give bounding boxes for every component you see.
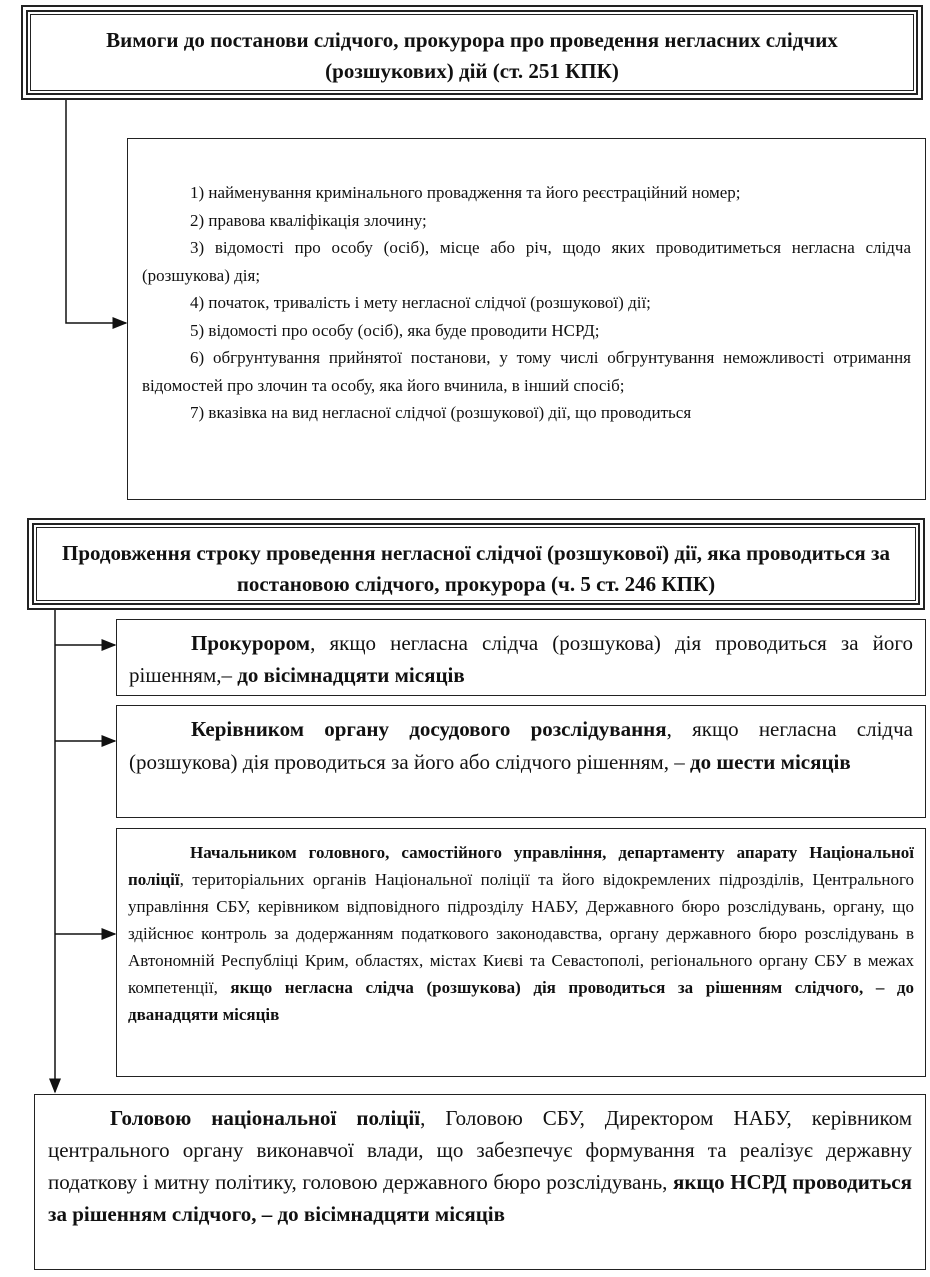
box4-term: якщо НСРД проводиться за рішенням слідчого, – до вісімнадцяти місяців [48,1170,912,1226]
box3-bold: Начальником головного, самостійного управління, департаменту апарату Національної поліції [128,843,914,889]
requirement-item: 5) відомості про особу (осіб), яка буде проводити НСРД; [190,320,600,340]
requirement-item: 1) найменування кримінального провадження та його реєстраційний номер; [190,183,741,202]
box1-text: , якщо негласна слідча (розшукова) дія проводиться за його рішенням,– [129,631,913,687]
extension-title: Продовження строку проведення негласної слідчої (розшукової) дії, яка проводиться за постановою слідчого, прокурора (ч. 5 ст. 246 КПК) [62,541,890,596]
box4-text: , Головою СБУ, Директором НАБУ, керівником центрального органу виконавчої влади, що забезпечує формування та реалізує державну податкову і митну політику, головою державного бюро розслідувань, [48,1106,912,1194]
box2-text: , якщо негласна слідча (розшукова) дія проводиться за його або слідчого рішенням, – [129,717,913,774]
box1-term: до вісімнадцяти місяців [237,663,465,687]
requirements-title: Вимоги до постанови слідчого, прокурора про проведення негласних слідчих (розшукових) дій (ст. 251 КПК) [106,28,838,83]
requirement-item: 4) початок, тривалість і мету негласної слідчої (розшукової) дії; [190,293,651,312]
agency-head-box [34,1094,926,1270]
requirement-item: 3) відомості про особу (осіб), місце або річ, щодо яких проводитиметься негласна слідча (розшукова) дія; [142,238,911,285]
requirements-title-box [21,5,923,100]
box3-term: якщо негласна слідча (розшукова) дія проводиться за рішенням слідчого, – до дванадцяти місяців [128,978,915,1024]
requirement-item: 7) вказівка на вид негласної слідчої (розшукової) дії, що проводиться [190,403,692,422]
prosecutor-box [116,619,926,696]
arrow-to-requirements [66,90,126,323]
box4-bold: Головою національної поліції [110,1106,421,1130]
box2-term: до шести місяців [689,750,851,774]
requirements-list [127,138,926,500]
requirement-item: 6) обгрунтування прийнятої постанови, у тому числі обгрунтування неможливості отримання відомостей про злочин та особу, яка його вчинила, в інший спосіб; [142,348,911,395]
box1-bold: Прокурором [191,631,311,655]
investigation-head-box [116,705,926,818]
box2-bold: Керівником органу досудового розслідування [191,717,667,741]
requirement-item: 2) правова кваліфікація злочину; [190,210,427,230]
department-head-box [116,828,926,1077]
box3-text: , територіальних органів Національної поліції та його відокремлених підрозділів, Центрального управління СБУ, керівником відповідного підрозділу НАБУ, Державного бюро розслідувань, органу, що здійснює контроль за додержанням податкового законодавства, органу державного бюро розслідувань в Автономній Республіці Крим, областях, містах Києві та Севастополі, регіонального органу СБУ в межах компетенції, [128,870,914,997]
extension-title-box [27,518,925,610]
